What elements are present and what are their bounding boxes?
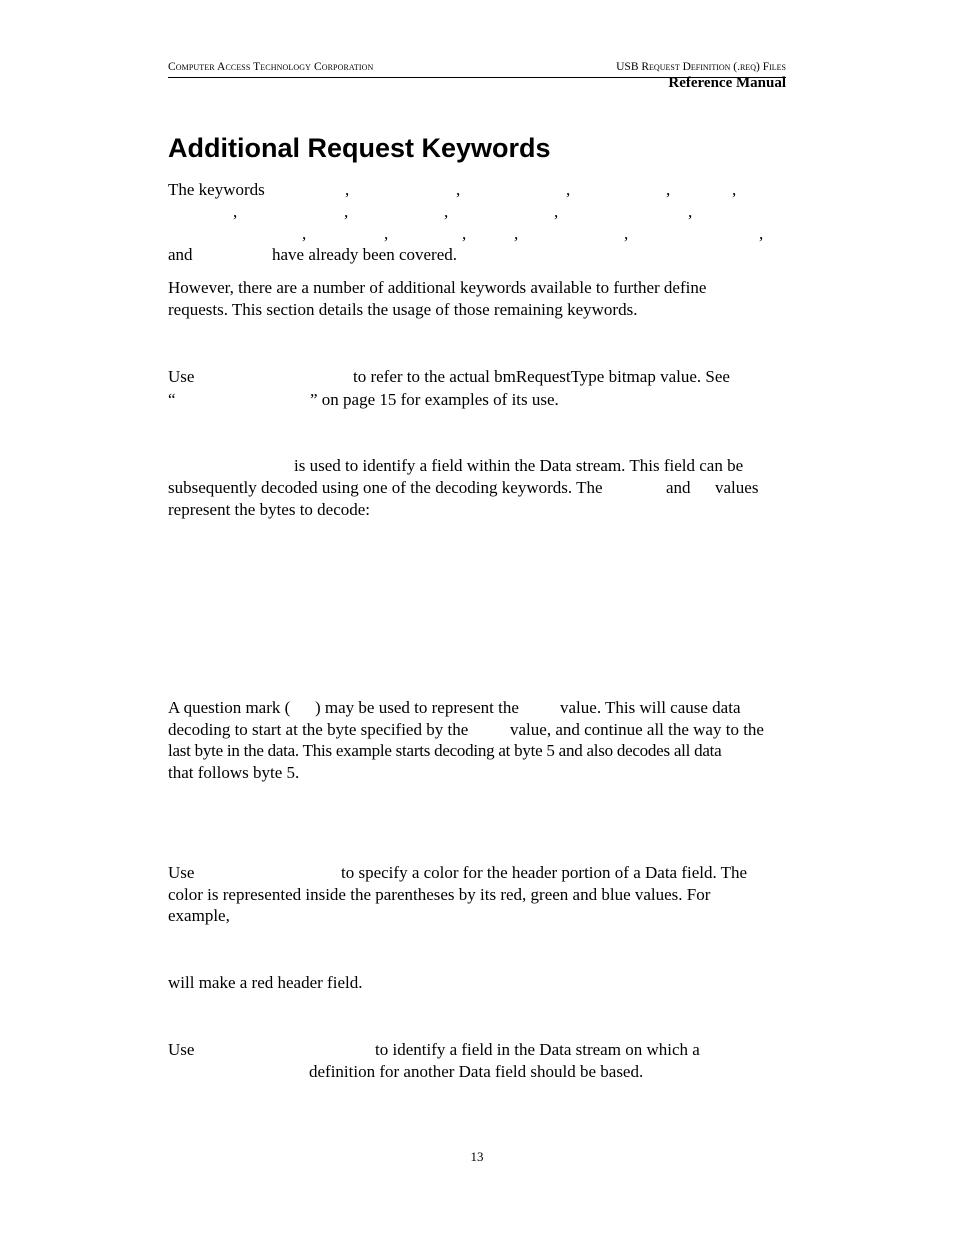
text-line: to identify a field in the Data stream on which a xyxy=(375,1040,700,1059)
text-fragment: value. This will cause data xyxy=(560,698,741,717)
comma: , xyxy=(344,202,349,221)
intro-line-4-end: have already been covered. xyxy=(272,245,457,264)
comma: , xyxy=(384,224,389,243)
text-line: is used to identify a field within the Data stream. This field can be xyxy=(294,456,744,475)
text-line: requests. This section details the usage of those remaining keywords. xyxy=(168,300,638,319)
text-line: Use xyxy=(168,367,195,386)
comma: , xyxy=(233,202,238,221)
text-line: last byte in the data. This example starts decoding at byte 5 and also decodes all data xyxy=(168,741,722,760)
comma: , xyxy=(456,180,461,199)
open-quote: “ xyxy=(168,390,176,409)
text-line: to specify a color for the header portion of a Data field. The xyxy=(341,863,748,882)
page-title: Additional Request Keywords xyxy=(168,133,551,163)
comma: , xyxy=(759,224,764,243)
text-line: A question mark ( xyxy=(168,698,291,717)
comma: , xyxy=(666,180,671,199)
running-header-manual: Reference Manual xyxy=(668,75,786,91)
comma: , xyxy=(688,202,693,221)
comma: , xyxy=(345,180,350,199)
comma: , xyxy=(566,180,571,199)
text-fragment: value, and continue all the way to the xyxy=(510,720,764,739)
intro-and: and xyxy=(168,245,193,264)
text-line: decoding to start at the byte specified by the xyxy=(168,720,469,739)
text-line: that follows byte 5. xyxy=(168,763,300,782)
text-line: ” on page 15 for examples of its use. xyxy=(310,390,559,409)
text-line: However, there are a number of additional keywords available to further define xyxy=(168,278,707,297)
text-line: Use xyxy=(168,1040,195,1059)
text-fragment: and xyxy=(666,478,691,497)
text-line: subsequently decoded using one of the decoding keywords. The xyxy=(168,478,603,497)
text-fragment: values xyxy=(715,478,759,497)
page-number: 13 xyxy=(470,1149,484,1164)
text-line: color is represented inside the parentheses by its red, green and blue values. For xyxy=(168,885,711,904)
comma: , xyxy=(462,224,467,243)
intro-line-1: The keywords xyxy=(168,180,265,199)
comma: , xyxy=(514,224,519,243)
text-line: to refer to the actual bmRequestType bitmap value. See xyxy=(353,367,730,386)
text-line: represent the bytes to decode: xyxy=(168,500,371,519)
text-line: definition for another Data field should be based. xyxy=(309,1062,644,1081)
comma: , xyxy=(554,202,559,221)
text-line: will make a red header field. xyxy=(168,973,363,992)
text-line: example, xyxy=(168,906,230,925)
comma: , xyxy=(624,224,629,243)
comma: , xyxy=(444,202,449,221)
text-fragment: ) may be used to represent the xyxy=(315,698,519,717)
running-header-document: USB Request Definition (.req) Files xyxy=(616,61,786,73)
comma: , xyxy=(302,224,307,243)
comma: , xyxy=(732,180,737,199)
text-line: Use xyxy=(168,863,195,882)
running-header-company: Computer Access Technology Corporation xyxy=(168,61,374,73)
